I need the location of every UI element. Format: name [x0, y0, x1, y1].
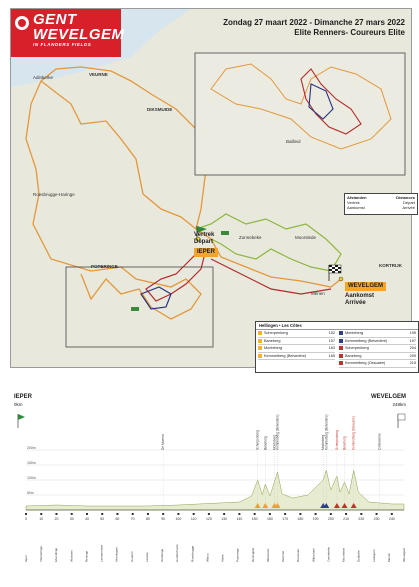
x-tick-label: 20: [54, 517, 59, 521]
climb-icon: [258, 339, 262, 343]
climb-label: Collewierne: [377, 433, 382, 450]
x-tick-mark: [238, 513, 240, 515]
profile-chart: [12, 392, 408, 582]
x-tick-label: 100: [175, 517, 182, 521]
y-tick-label: 100m: [27, 476, 36, 480]
climb-name: Scherpenberg: [345, 346, 369, 351]
x-tick-label: 150: [251, 517, 258, 521]
x-tick-mark: [299, 513, 301, 515]
climb-name: Baneberg: [264, 338, 281, 343]
climb-km: 197: [409, 338, 416, 343]
climbs-left-col: [256, 330, 337, 368]
place-label: Roesbrugge: [190, 545, 195, 562]
climb-name: Monteberg: [264, 346, 283, 351]
climb-icon: [339, 339, 343, 343]
climb-km: 157: [328, 338, 335, 343]
x-tick-label: 10: [39, 517, 44, 521]
legend-title-fr: Distances: [396, 195, 415, 200]
y-tick-label: 50m: [27, 491, 34, 495]
climb-km: 163: [328, 346, 335, 351]
climb-icon: [258, 354, 262, 358]
x-tick-mark: [25, 513, 27, 515]
x-tick-label: 140: [236, 517, 243, 521]
finish-line1: Aankomst: [345, 293, 375, 299]
race-category: Elite Renners- Coureurs Elite: [294, 28, 405, 37]
x-tick-mark: [55, 513, 57, 515]
x-tick-mark: [223, 513, 225, 515]
start-town: IEPER: [194, 248, 218, 257]
x-tick-mark: [147, 513, 149, 515]
climb-km: 195: [409, 331, 416, 335]
legend-row1-fr: Départ: [402, 200, 415, 205]
climb-label: Monteberg: [272, 434, 277, 450]
town-moorslede: Moorslede: [295, 235, 317, 240]
x-tick-mark: [376, 513, 378, 515]
climb-icon: [339, 354, 343, 358]
start-line1: Vertrek: [194, 232, 215, 238]
place-label: Hondschoote: [175, 544, 180, 562]
climb-row: [258, 353, 335, 361]
x-tick-label: 30: [69, 517, 74, 521]
profile-finish-km: 248km: [392, 402, 406, 407]
logo-line1: GENT: [33, 11, 77, 28]
climb-label: Baneberg: [263, 436, 268, 450]
logo-tagline: IN FLANDERS FIELDS: [33, 42, 92, 47]
place-label: Moorslede: [341, 547, 346, 562]
y-tick-label: 200m: [27, 446, 36, 450]
x-tick-label: 170: [282, 517, 289, 521]
profile-start: [14, 394, 32, 408]
climb-label: Baneberg: [342, 436, 347, 450]
distance-legend: [344, 193, 418, 215]
finish-town: WEVELGEM: [345, 282, 386, 291]
finish-line2: Arrivée: [345, 300, 366, 306]
x-tick-label: 190: [312, 517, 319, 521]
route-orange-west: [26, 81, 201, 319]
climb-name: Monteberg: [345, 331, 364, 335]
place-label: Abele: [220, 554, 225, 562]
place-label: Alveringem: [114, 546, 119, 562]
x-tick-label: 90: [161, 517, 166, 521]
place-label: Ledegem: [371, 549, 376, 562]
climbs-legend: [255, 321, 419, 373]
profile-finish: [371, 394, 406, 408]
climb-km: 204: [409, 346, 416, 351]
climb-km: 209: [409, 353, 416, 358]
y-tick-label: 150m: [27, 461, 36, 465]
place-label: Reninge: [84, 550, 89, 562]
climbs-title: Hellingen • Les Côtes: [256, 322, 418, 330]
climb-row: [339, 360, 416, 368]
climb-row: [339, 330, 416, 338]
climb-km: 165: [328, 353, 335, 358]
profile-finish-name: WEVELGEM: [370, 394, 406, 400]
start-flag-icon: [18, 414, 25, 420]
place-label: Lampernisse: [99, 544, 104, 562]
place-label: Poperinge: [235, 548, 240, 562]
legend-row1-nl: Vertrek: [347, 200, 360, 205]
logo-line2: WEVELGEM: [33, 26, 125, 43]
climb-row: [339, 338, 416, 346]
climb-row: [339, 345, 416, 353]
climb-icon: [258, 331, 262, 335]
x-tick-mark: [101, 513, 103, 515]
climb-name: Scherpenberg: [264, 331, 288, 335]
finish-label: [345, 282, 386, 307]
x-tick-mark: [360, 513, 362, 515]
climb-label: Kemmelberg (Ossuaire): [351, 416, 356, 450]
climbs-right-col: [337, 330, 418, 368]
profile-start-km: 0km: [14, 402, 23, 407]
place-label: Houtem: [129, 551, 134, 562]
legend-row2-fr: Arrivée: [402, 205, 415, 210]
elevation-profile: [12, 392, 408, 582]
start-label: [194, 232, 218, 257]
place-label: Elverdinge: [54, 547, 59, 562]
x-tick-label: 80: [145, 517, 150, 521]
place-label: Woesten: [69, 550, 74, 562]
place-label: Ieper: [24, 555, 28, 562]
town-bailleul: Bailleul: [286, 139, 301, 144]
legend-title-nl: Afstanden: [347, 195, 367, 200]
climb-name: Kemmelberg (Belvedère): [264, 353, 307, 358]
climb-label: Monteberg: [321, 434, 326, 450]
climb-row: [258, 345, 335, 353]
x-tick-label: 50: [100, 517, 105, 521]
x-tick-label: 240: [388, 517, 395, 521]
climb-icon: [339, 346, 343, 350]
route-map[interactable]: [10, 8, 416, 368]
climb-label: Scherpenberg: [334, 429, 339, 450]
x-tick-label: 130: [221, 517, 228, 521]
place-label: Westouter: [265, 548, 270, 562]
finish-flag-icon: [398, 414, 405, 420]
town-veurne: VEURNE: [89, 72, 108, 77]
x-tick-mark: [269, 513, 271, 515]
town-zonnebeke: Zonnebeke: [239, 235, 262, 240]
climb-name: Kemmelberg (Belvedère): [345, 338, 388, 343]
start-line2: Départ: [194, 239, 214, 245]
profile-area: [26, 470, 404, 510]
x-tick-label: 160: [266, 517, 273, 521]
place-label: Menen: [386, 552, 391, 562]
town-adinkerke: Adinkerke: [33, 75, 54, 80]
x-tick-mark: [284, 513, 286, 515]
climb-label: Scherpenberg: [255, 429, 260, 450]
climb-label: De Moeren: [161, 434, 166, 450]
x-tick-label: 120: [205, 517, 212, 521]
x-tick-label: 220: [358, 517, 365, 521]
town-menen: Menen: [311, 291, 325, 296]
x-tick-label: 60: [115, 517, 120, 521]
climb-name: Kemmelberg (Ossuaire): [345, 361, 386, 366]
place-label: Dadizele: [356, 550, 361, 562]
climb-label: Kemmelberg (Belvedère): [324, 414, 329, 450]
race-date: Zondag 27 maart 2022 - Dimanche 27 mars 2022: [223, 18, 405, 27]
x-tick-mark: [330, 513, 332, 515]
x-tick-mark: [345, 513, 347, 515]
x-tick-mark: [162, 513, 164, 515]
place-label: Izenberge: [160, 548, 165, 562]
x-tick-mark: [132, 513, 134, 515]
x-tick-label: 0: [25, 517, 27, 521]
climb-name: Baneberg: [345, 353, 362, 358]
town-roesbrugge: Roesbrugge-Haringe: [33, 192, 75, 197]
route-orange-north: [41, 67, 206, 229]
profile-start-name: IEPER: [14, 394, 33, 400]
x-tick-mark: [71, 513, 73, 515]
x-tick-label: 110: [190, 517, 197, 521]
climb-icon: [258, 346, 262, 350]
climb-icon: [339, 331, 343, 335]
x-tick-mark: [315, 513, 317, 515]
x-tick-label: 70: [130, 517, 135, 521]
place-label: Reningelst: [250, 547, 255, 562]
inset-map: [195, 53, 405, 175]
x-tick-mark: [254, 513, 256, 515]
race-header: [223, 18, 405, 38]
x-tick-mark: [86, 513, 88, 515]
climb-row: [339, 353, 416, 361]
place-label: Zonnebeke: [326, 546, 331, 562]
place-label: Wijtschate: [311, 548, 316, 562]
climb-row: [258, 330, 335, 338]
x-tick-mark: [40, 513, 42, 515]
logo: [33, 12, 125, 48]
x-tick-label: 40: [85, 517, 89, 521]
x-tick-label: 200: [327, 517, 334, 521]
x-tick-label: 230: [373, 517, 380, 521]
place-label: Leisele: [144, 552, 149, 562]
place-label: Kemmel: [281, 550, 286, 562]
climb-row: [258, 338, 335, 346]
map-canvas: [11, 9, 413, 369]
climb-label: Kemmelberg (Belvedère): [275, 414, 280, 450]
x-tick-label: 210: [343, 517, 350, 521]
place-label: Wevelgem: [402, 547, 406, 562]
x-tick-mark: [391, 513, 393, 515]
x-tick-mark: [177, 513, 179, 515]
x-tick-mark: [193, 513, 195, 515]
town-diksmuide: DIKSMUIDE: [147, 107, 173, 112]
legend-row2-nl: Aankomst: [347, 205, 365, 210]
town-poperinge: POPERINGE: [91, 264, 118, 269]
place-label: Dranouter: [296, 548, 301, 562]
x-tick-mark: [208, 513, 210, 515]
climb-km: 152: [328, 331, 335, 335]
x-tick-label: 180: [297, 517, 304, 521]
climb-icon: [339, 361, 343, 365]
place-label: Vlamertinge: [39, 545, 44, 562]
town-kortrijk: KORTRIJK: [379, 263, 403, 268]
x-tick-mark: [116, 513, 118, 515]
climb-km: 215: [409, 361, 416, 366]
place-label: Watou: [205, 553, 210, 562]
